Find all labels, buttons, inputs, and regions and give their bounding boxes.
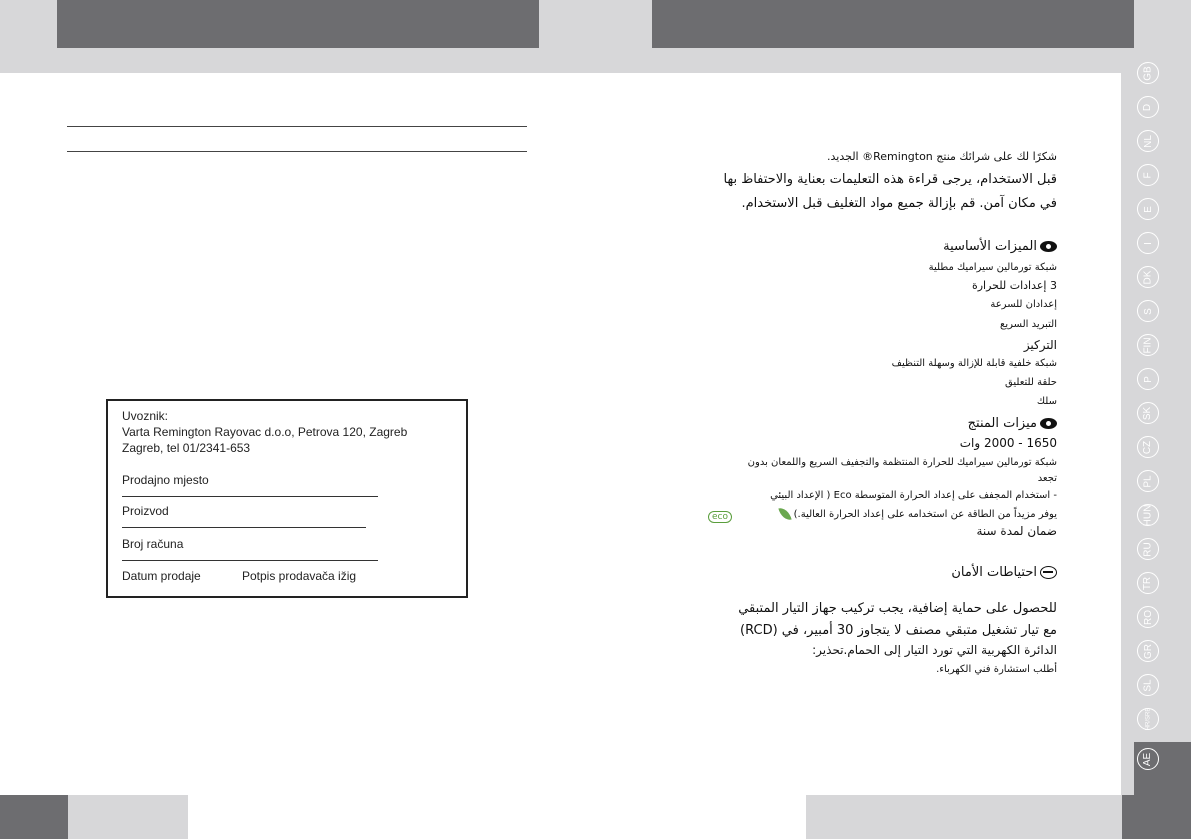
wattage: 1650 - 2000 وات: [959, 436, 1057, 450]
lang-tab-s[interactable]: S: [1137, 300, 1159, 322]
lang-tab-ru[interactable]: RU: [1137, 538, 1159, 560]
footer-left: [68, 795, 188, 839]
lang-tab-sk[interactable]: SK: [1137, 402, 1159, 424]
product-feature-line-1: شبكة تورمالين سيراميك للحرارة المنتظمة والتجفيف السريع واللمعان بدون: [747, 457, 1057, 468]
eye-icon: [1040, 418, 1057, 429]
lang-tab-hun[interactable]: HUN: [1137, 504, 1159, 526]
lang-tab-e[interactable]: E: [1137, 198, 1159, 220]
key-feature-item: سلك: [1036, 396, 1057, 407]
safety-line-2: مع تيار تشغيل متبقي مصنف لا يتجاوز 30 أمبير، في (RCD): [740, 623, 1057, 638]
lang-tab-fin[interactable]: FIN: [1137, 334, 1159, 356]
no-entry-icon: [1040, 566, 1057, 579]
eye-icon: [1040, 241, 1057, 252]
eco-line-2: يوفر مزيداً من الطاقة عن استخدامه على إعداد الحرارة العالية.): [780, 507, 1057, 521]
lang-tab-p[interactable]: P: [1137, 368, 1159, 390]
lang-tab-sl[interactable]: SL: [1137, 674, 1159, 696]
page-number-tab-left: [0, 795, 68, 839]
instructions-line-1: قبل الاستخدام، يرجى قراءة هذه التعليمات بعناية والاحتفاظ بها: [723, 172, 1057, 187]
importer-heading: Uvoznik:: [122, 409, 169, 423]
footer-right: [806, 795, 1122, 839]
lang-tab-ro[interactable]: RO: [1137, 606, 1159, 628]
instructions-line-2: في مكان آمن. قم بإزالة جميع مواد التغليف قبل الاستخدام.: [741, 196, 1057, 211]
importer-address: Varta Remington Rayovac d.o.o, Petrova 120, Zagreb: [122, 425, 408, 439]
sale-date-label: Datum prodaje: [122, 569, 201, 583]
importer-box: [106, 399, 468, 598]
page-number-tab-right: [1122, 795, 1191, 839]
intro-text: شكرًا لك على شرائك منتج Remington® الجديد.: [827, 150, 1057, 163]
eco-badge: eco: [708, 511, 732, 523]
key-features-heading: الميزات الأساسية: [943, 239, 1057, 254]
lang-tab-nl[interactable]: NL: [1137, 130, 1159, 152]
product-feature-line-2: تجعد: [1037, 473, 1057, 484]
invoice-line: [122, 560, 378, 561]
key-feature-item: شبكة خلفية قابلة للإزالة وسهلة التنظيف: [891, 358, 1057, 369]
lang-tab-cz[interactable]: CZ: [1137, 436, 1159, 458]
product-label: Proizvod: [122, 504, 169, 518]
safety-line-4: أطلب استشارة فني الكهرباء.: [936, 664, 1057, 675]
rule-top: [67, 126, 527, 127]
seller-signature-label: Potpis prodavača ižig: [242, 569, 357, 583]
importer-phone: Zagreb, tel 01/2341-653: [122, 441, 251, 455]
eco-line-1: - استخدام المجفف على إعداد الحرارة المتوسطة Eco ( الإعداد البيئي: [770, 490, 1057, 501]
key-feature-item: التركيز: [1023, 338, 1057, 352]
safety-heading: احتياطات الأمان: [951, 565, 1057, 580]
product-line: [122, 527, 366, 528]
header-bar-right: [652, 0, 1134, 48]
lang-tab-gr[interactable]: GR: [1137, 640, 1159, 662]
lang-tab-dk[interactable]: DK: [1137, 266, 1159, 288]
key-feature-item: شبكة تورمالين سيراميك مطلية: [928, 262, 1057, 273]
lang-tab-i[interactable]: I: [1137, 232, 1159, 254]
invoice-label: Broj računa: [122, 537, 184, 551]
lang-tab-d[interactable]: D: [1137, 96, 1159, 118]
lang-tab-tr[interactable]: TR: [1137, 572, 1159, 594]
lang-tab-gb[interactable]: GB: [1137, 62, 1159, 84]
sale-place-label: Prodajno mjesto: [122, 473, 209, 487]
key-feature-item: إعدادان للسرعة: [990, 299, 1057, 310]
lang-tab-ae[interactable]: AE: [1137, 748, 1159, 770]
sale-place-line: [122, 496, 378, 497]
lang-tab-hr-srb[interactable]: HR/SRB: [1137, 708, 1159, 730]
lang-tab-f[interactable]: F: [1137, 164, 1159, 186]
key-feature-item: 3 إعدادات للحرارة: [971, 279, 1057, 292]
safety-line-3: الدائرة الكهربية التي تورد التيار إلى الحمام.تحذير:: [812, 643, 1057, 657]
key-feature-item: التبريد السريع: [1000, 319, 1057, 330]
key-feature-item: حلقة للتعليق: [1005, 377, 1057, 388]
footer-center: [188, 795, 806, 839]
rule-bottom: [67, 151, 527, 152]
product-features-heading: ميزات المنتج: [968, 416, 1057, 431]
header-bar-left: [57, 0, 539, 48]
leaf-icon: [779, 506, 792, 522]
lang-tab-pl[interactable]: PL: [1137, 470, 1159, 492]
warranty-text: ضمان لمدة سنة: [976, 524, 1057, 538]
safety-line-1: للحصول على حماية إضافية، يجب تركيب جهاز التيار المتبقي: [738, 601, 1057, 616]
